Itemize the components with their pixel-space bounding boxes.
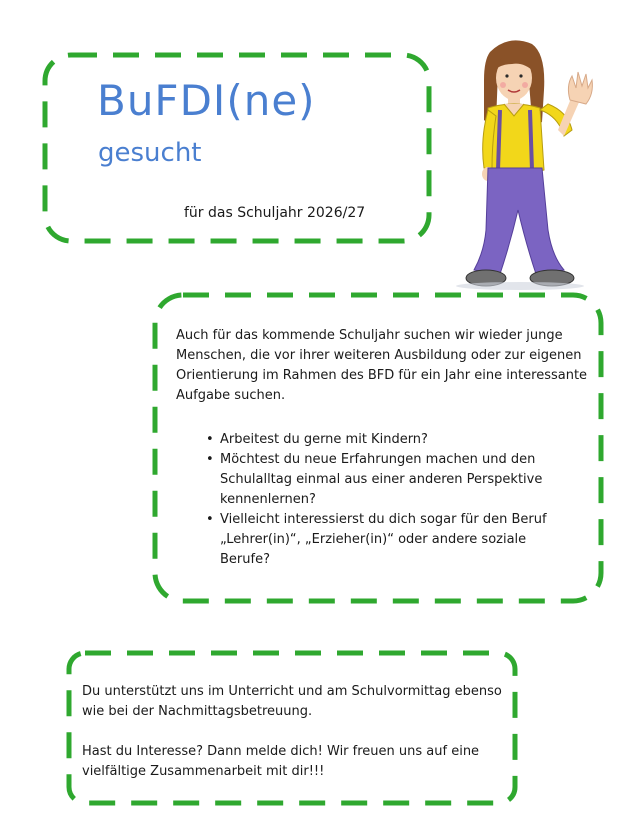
page-title: BuFDI(ne): [97, 76, 316, 125]
list-item: [206, 450, 576, 510]
list-item: [206, 510, 576, 570]
list-item: [206, 430, 576, 450]
question-text: Arbeitest du gerne mit Kindern?: [220, 432, 428, 447]
contact-box: [66, 650, 518, 806]
description-box: [152, 292, 604, 604]
description-intro: Auch für das kommende Schuljahr suchen wir wieder junge Menschen, die vor ihrer weiteren Ausbildung oder zur eigenen Orientierung im Rahmen des BFD für ein Jahr eine interessante Aufgabe suchen.: [176, 328, 588, 403]
waving-person-illustration: [440, 30, 600, 292]
school-year-label: für das Schuljahr 2026/27: [184, 205, 366, 221]
question-list: [206, 430, 576, 570]
bullet-icon: •: [206, 452, 214, 467]
question-text: Möchtest du neue Erfahrungen machen und den Schulalltag einmal aus einer anderen Perspektive kennenlernen?: [220, 452, 543, 507]
bullet-icon: •: [206, 432, 214, 447]
contact-text: [82, 682, 512, 782]
page-subtitle: gesucht: [98, 138, 202, 168]
title-box: [42, 52, 432, 244]
bullet-icon: •: [206, 512, 214, 527]
contact-paragraph-call-to-action: Hast du Interesse? Dann melde dich! Wir freuen uns auf eine vielfältige Zusammenarbeit mit dir!!!: [82, 744, 480, 779]
contact-paragraph-support: Du unterstützt uns im Unterricht und am Schulvormittag ebenso wie bei der Nachmittagsbetreuung.: [82, 684, 502, 719]
question-text: Vielleicht interessierst du dich sogar für den Beruf „Lehrer(in)“, „Erzieher(in)“ oder andere soziale Berufe?: [220, 512, 547, 567]
